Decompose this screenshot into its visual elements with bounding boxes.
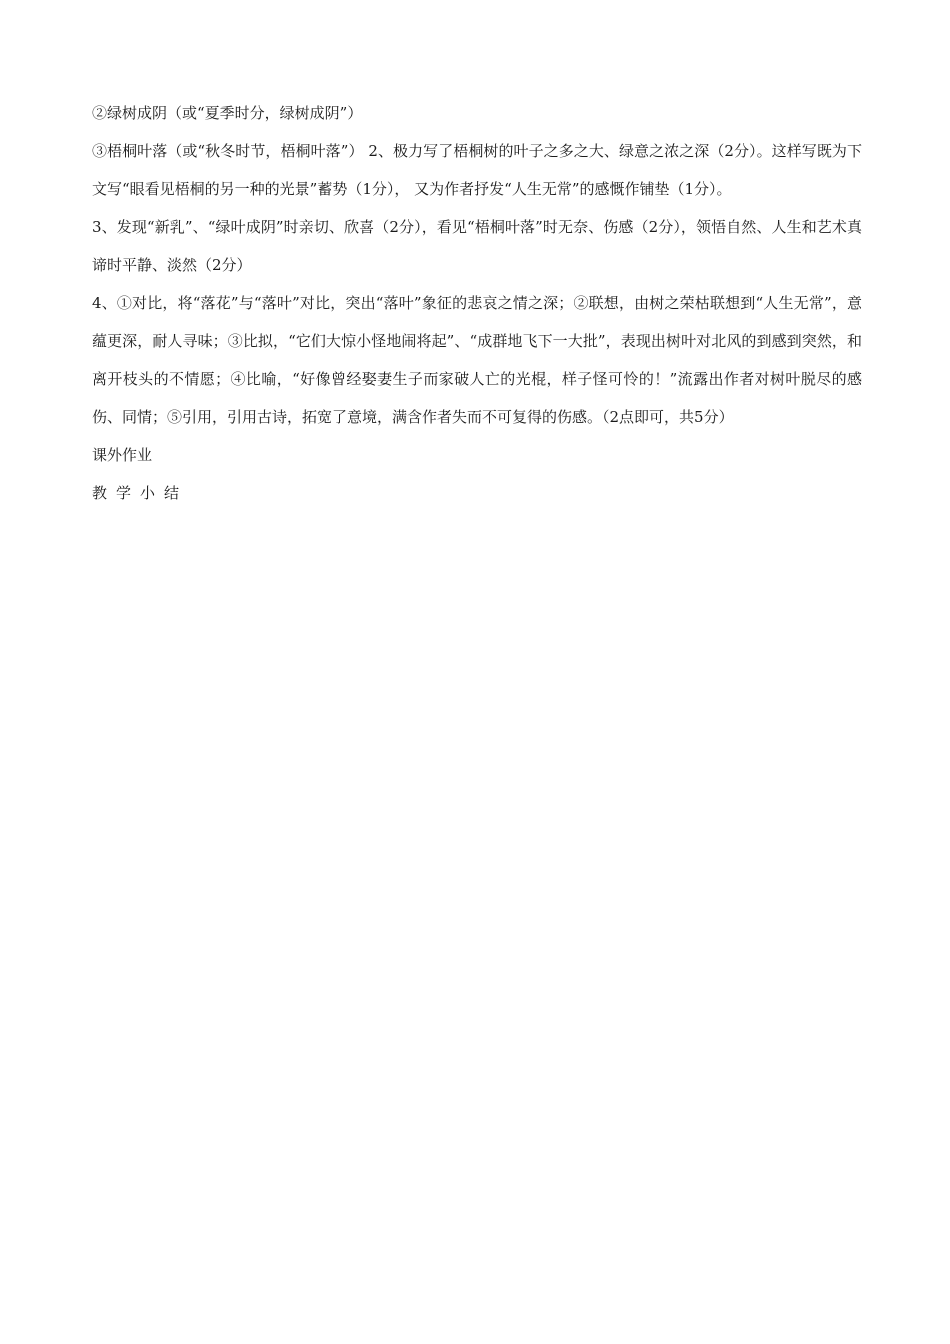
answer-question-4: 4、①对比，将“落花”与“落叶”对比，突出“落叶”象征的悲哀之情之深；②联想，由树之荣枯联想到“人生无常”，意蕴更深，耐人寻味；③比拟，“它们大惊小怪地闹将起”、“成群地飞下一大批”，表现出树叶对北风的到感到突然，和离开枝头的不情愿；④比喻，“好像曾经娶妻生子而家破人亡的光棍，样子怪可怜的！”流露出作者对树叶脱尽的感伤、同情；⑤引用，引用古诗，拓宽了意境，满含作者失而不可复得的伤感。（2点即可，共5分） bbox=[92, 294, 862, 426]
answer-item-2: ②绿树成阴（或“夏季时分，绿树成阴”） bbox=[92, 104, 363, 122]
homework-heading: 课外作业 bbox=[92, 446, 153, 464]
teaching-summary-heading: 教学小结 bbox=[92, 484, 189, 502]
document-body bbox=[92, 94, 862, 512]
answer-question-3: 3、发现“新乳”、“绿叶成阴”时亲切、欣喜（2分），看见“梧桐叶落”时无奈、伤感（2分），领悟自然、人生和艺术真谛时平静、淡然（2分） bbox=[92, 218, 862, 274]
answer-item-3-and-question-2: ③梧桐叶落（或“秋冬时节，梧桐叶落”） 2、极力写了梧桐树的叶子之多之大、绿意之浓之深（2分）。这样写既为下文写“眼看见梧桐的另一种的光景”蓄势（1分）， 又为作者抒发“人生无常”的感慨作铺垫（1分）。 bbox=[92, 142, 862, 198]
